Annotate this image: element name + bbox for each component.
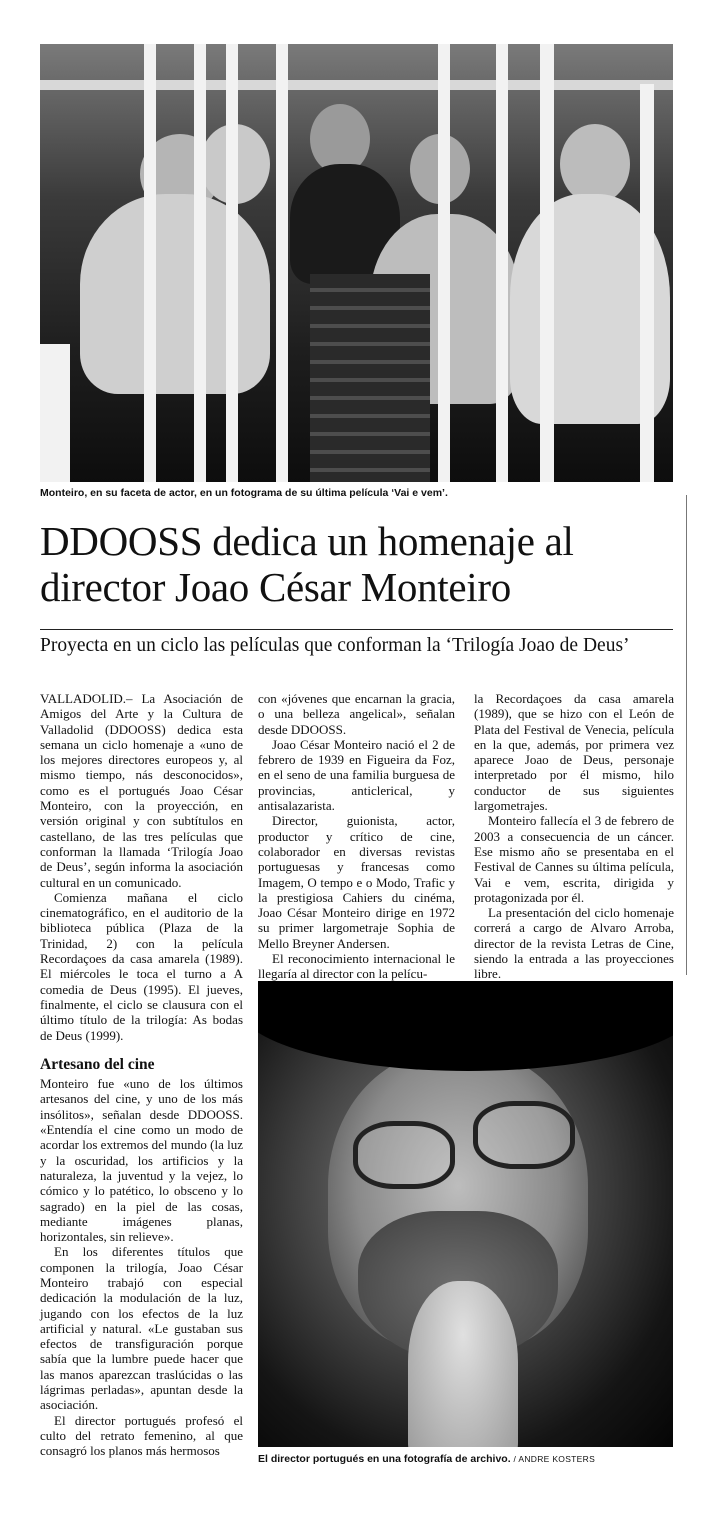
headline-line-1: DDOOSS dedica un homenaje al [40, 518, 574, 564]
glasses-lens-right [473, 1101, 575, 1169]
paragraph: En los diferentes títulos que componen la trilogía, Joao César Monteiro trabajó con especial dedicación la modulación de la luz, jugando con los efectos de la luz artificial y natural. «Le gustaban sus efectos de transfiguración porque sabía que la lumbre puede hacer que las manos aparezcan traslúcidas o las lágrimas perladas», apuntan desde la asociación. [40, 1244, 243, 1413]
caption-text: El director portugués en una fotografía de archivo. [258, 1453, 511, 1465]
passenger-figure [80, 194, 270, 394]
headline-divider [40, 629, 673, 630]
paragraph: La presentación del ciclo homenaje correrá a cargo de Alvaro Arroba, director de la revista Letras de Cine, siendo la entrada a las proyecciones libre. [474, 905, 674, 982]
paragraph: Joao César Monteiro nació el 2 de febrero de 1939 en Figueira da Foz, en el seno de una familia burguesa de provincias, anticlerical, y antisalazarista. [258, 736, 455, 814]
bus-rail-top [40, 80, 673, 90]
bus-pole [540, 44, 554, 482]
bus-pole [194, 44, 206, 482]
article-column-2 [258, 691, 455, 982]
bus-aisle-steps [310, 274, 430, 482]
paragraph: Director, guionista, actor, productor y crítico de cine, colaborador en diversas revistas portuguesas y francesas como Imagem, O tempo e o Modo, Trafic y la prestigiosa Cahiers du cinéma, Joao César Monteiro dirige en 1972 su primer largometraje Sophia de Mello Breyner Andersen. [258, 813, 455, 951]
article-column-3 [474, 691, 674, 982]
column-rule [686, 495, 687, 975]
paragraph: Monteiro fallecía el 3 de febrero de 2003 a consecuencia de un cáncer. Ese mismo año se presentaba en el Festival de Cannes su última película, Vai e vem, escrita, dirigida y protagonizada por él. [474, 813, 674, 905]
photo-credit: / ANDRE KOSTERS [513, 1454, 596, 1464]
glasses-lens-left [353, 1121, 455, 1189]
article-column-1 [40, 691, 243, 1459]
portrait-photo [258, 981, 673, 1447]
paragraph: El reconocimiento internacional le llegaría al director con la pelícu- [258, 951, 455, 982]
bus-pole [276, 44, 288, 482]
bus-pole [496, 44, 508, 482]
passenger-head [560, 124, 630, 204]
paragraph: El director portugués profesó el culto del retrato femenino, al que consagró los planos más hermosos [40, 1412, 243, 1459]
bus-pole [144, 44, 156, 482]
subheadline: Proyecta en un ciclo las películas que conforman la ‘Trilogía Joao de Deus’ [40, 635, 630, 656]
paragraph: con «jóvenes que encarnan la gracia, o una belleza angelical», señalan desde DDOOSS. [258, 691, 455, 737]
bus-pole [438, 44, 450, 482]
portrait-hand [408, 1281, 518, 1447]
bus-pole [40, 344, 70, 482]
paragraph: la Recordaçoes da casa amarela (1989), que se hizo con el León de Plata del Festival de Venecia, película en la que, además, por primera vez aparece Joao de Deus, personaje interpretado por él mismo, hilo conductor de sus siguientes largometrajes. [474, 691, 674, 814]
section-heading: Artesano del cine [40, 1055, 155, 1073]
photo-caption-top: Monteiro, en su faceta de actor, en un fotograma de su última película ‘Vai e vem’. [40, 487, 448, 499]
bus-photo [40, 44, 673, 482]
portrait-hat [258, 981, 673, 1071]
headline-line-2: director Joao César Monteiro [40, 564, 511, 610]
paragraph: Monteiro fue «uno de los últimos artesanos del cine, y uno de los más insólitos», señalan desde DDOOSS. «Entendía el cine como un modo de acordar los extremos del mundo (la luz y la oscuridad, los artificios y la naturaleza, la juventud y la vejez, lo cómico y lo patético, lo obsceno y lo sagrado) en la piel de las cosas, mediante imágenes planas, horizontales, sin relieve». [40, 1076, 243, 1245]
bus-pole [226, 44, 238, 482]
headline [40, 518, 680, 610]
bus-pole [640, 84, 654, 482]
paragraph: VALLADOLID.– La Asociación de Amigos del Arte y la Cultura de Valladolid (DDOOSS) dedica esta semana un ciclo homenaje a «uno de los mejores directores europeos y, al mismo tiempo, nás desconocidos», como es el portugués Joao César Monteiro, con la proyección, en versión original y con subtítulos en castellano, de las tres películas que conforman la llamada ‘Trilogía Joao de Deus’, según informa la asociación cultural en un comunicado. [40, 691, 243, 890]
photo-caption-portrait [258, 1453, 595, 1465]
paragraph: Comienza mañana el ciclo cinematográfico, en el auditorio de la biblioteca pública (Plaza de la Trinidad, 2) con la película Recordaçoes da casa amarela (1989). El miércoles le toca el turno a A comedia de Deus (1995). El jueves, finalmente, el ciclo se clausura con el último título de la trilogía: As bodas de Deus (1999). [40, 889, 243, 1043]
